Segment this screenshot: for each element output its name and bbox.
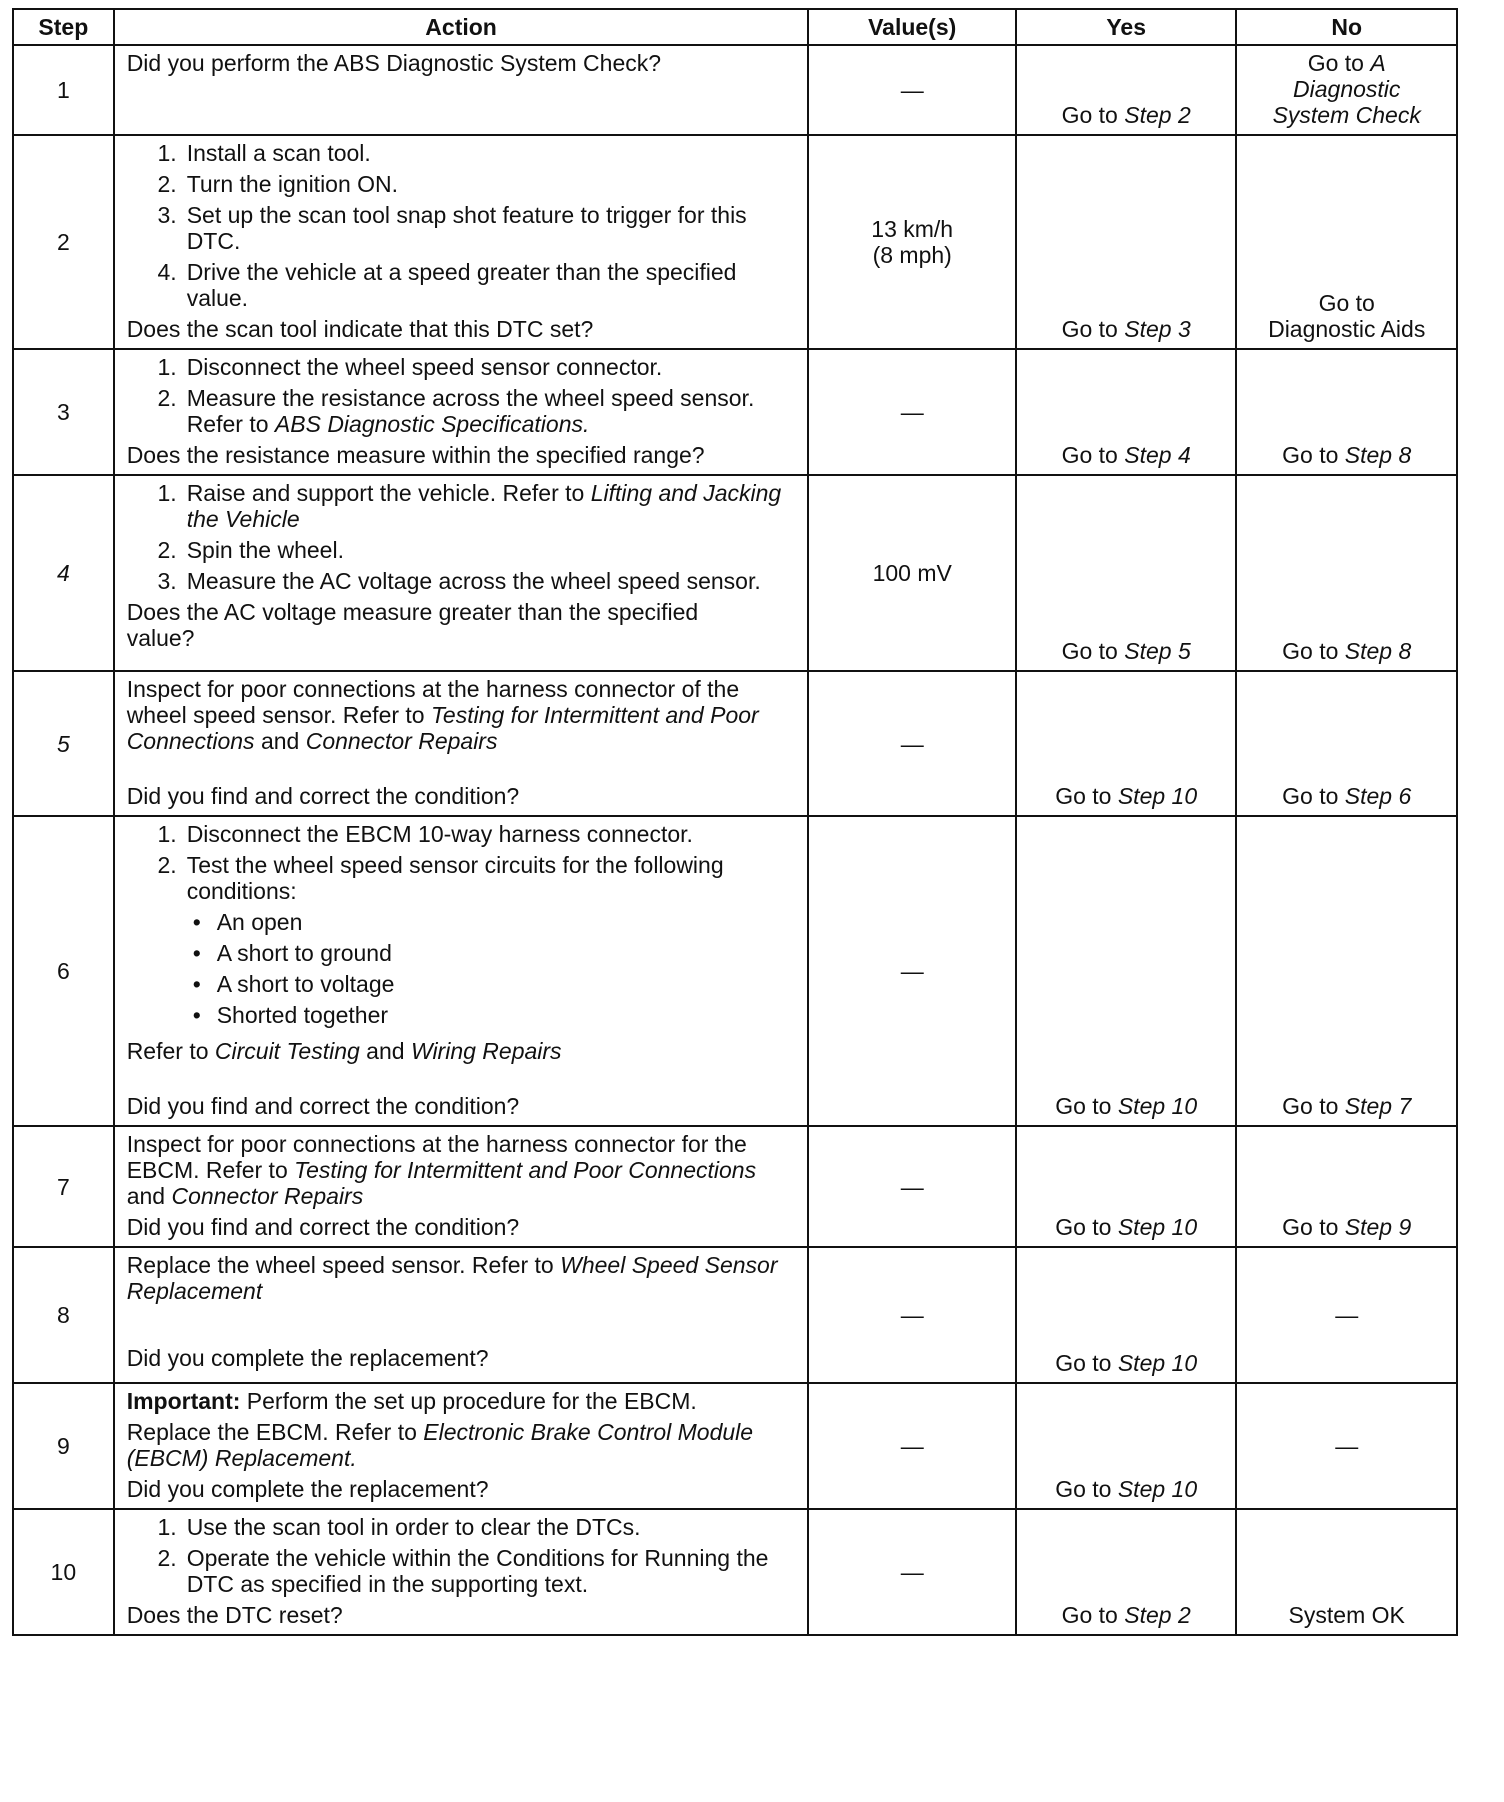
no-cell: System OK bbox=[1236, 1509, 1457, 1635]
go-to-label: Go to bbox=[1055, 1476, 1112, 1502]
question-text: Did you complete the replacement? bbox=[126, 1476, 489, 1502]
no-cell bbox=[1236, 45, 1457, 135]
go-to-label: Go to bbox=[1061, 442, 1118, 468]
yes-step-link: Step 10 bbox=[1117, 1214, 1198, 1240]
no-text: Go to bbox=[1307, 50, 1364, 76]
table-row bbox=[13, 349, 1457, 475]
question-text: Does the AC voltage measure greater than the specified value? bbox=[126, 599, 699, 651]
list-item: 1. Disconnect the EBCM 10-way harness connector. bbox=[157, 821, 693, 847]
step-number: 9 bbox=[13, 1383, 114, 1509]
action-cell bbox=[114, 349, 809, 475]
list-item: • A short to ground bbox=[192, 940, 392, 966]
no-step-link: Step 6 bbox=[1344, 783, 1412, 809]
value-cell: — bbox=[808, 671, 1015, 816]
go-to-label: Go to bbox=[1055, 783, 1112, 809]
no-cell bbox=[1236, 816, 1457, 1126]
action-cell bbox=[114, 135, 809, 349]
yes-cell bbox=[1016, 671, 1237, 816]
paragraph: Refer to Circuit Testing and Wiring Repairs bbox=[126, 1038, 562, 1064]
step-number: 3 bbox=[13, 349, 114, 475]
table-row bbox=[13, 135, 1457, 349]
action-cell bbox=[114, 1126, 809, 1247]
ref-link: Testing for Intermittent and Poor Connections bbox=[126, 702, 759, 754]
value-cell bbox=[808, 135, 1015, 349]
condition-list bbox=[137, 909, 798, 1028]
question-text: Did you find and correct the condition? bbox=[126, 783, 520, 809]
table-row bbox=[13, 1247, 1457, 1383]
go-to-label: Go to bbox=[1061, 638, 1118, 664]
instruction-list bbox=[127, 821, 798, 1033]
value-cell: — bbox=[808, 1383, 1015, 1509]
yes-cell bbox=[1016, 135, 1237, 349]
yes-step-link: Step 10 bbox=[1117, 1476, 1198, 1502]
yes-step-link: Step 2 bbox=[1124, 1602, 1191, 1628]
action-cell bbox=[114, 1509, 809, 1635]
go-to-label: Go to bbox=[1282, 1093, 1339, 1119]
action-cell bbox=[114, 671, 809, 816]
table-row bbox=[13, 671, 1457, 816]
action-cell bbox=[114, 816, 809, 1126]
no-cell bbox=[1236, 135, 1457, 349]
step-number: 2 bbox=[13, 135, 114, 349]
no-cell bbox=[1236, 671, 1457, 816]
question-text: Does the scan tool indicate that this DTC set? bbox=[126, 316, 594, 342]
step-number: 8 bbox=[13, 1247, 114, 1383]
yes-step-link: Step 10 bbox=[1117, 1350, 1198, 1376]
ref-link: Electronic Brake Control Module (EBCM) Replacement. bbox=[126, 1419, 754, 1471]
yes-step-link: Step 3 bbox=[1124, 316, 1191, 342]
value-cell: — bbox=[808, 1509, 1015, 1635]
question-text: Did you find and correct the condition? bbox=[126, 1214, 520, 1240]
list-item: 4. Drive the vehicle at a speed greater than the specified value. bbox=[157, 259, 737, 311]
important-note: Important: Perform the set up procedure for the EBCM. bbox=[126, 1388, 697, 1414]
instruction-list bbox=[127, 1514, 798, 1597]
list-item: 2. Turn the ignition ON. bbox=[157, 171, 399, 197]
go-to-label: Go to bbox=[1061, 102, 1118, 128]
list-item: 3. Set up the scan tool snap shot feature to trigger for this DTC. bbox=[157, 202, 747, 254]
go-to-label: Go to bbox=[1282, 1214, 1339, 1240]
list-item: 2. Measure the resistance across the wheel speed sensor. Refer to ABS Diagnostic Specifications. bbox=[157, 385, 755, 437]
value-cell: — bbox=[808, 349, 1015, 475]
list-item: 3. Measure the AC voltage across the wheel speed sensor. bbox=[157, 568, 761, 594]
list-item: 1. Use the scan tool in order to clear the DTCs. bbox=[157, 1514, 641, 1540]
yes-step-link: Step 2 bbox=[1124, 102, 1191, 128]
diagnostic-table bbox=[12, 8, 1458, 1636]
go-to-label: Go to bbox=[1061, 316, 1118, 342]
list-item: • A short to voltage bbox=[192, 971, 395, 997]
yes-cell bbox=[1016, 816, 1237, 1126]
value-mph: (8 mph) bbox=[872, 242, 952, 268]
table-row bbox=[13, 1509, 1457, 1635]
no-step-link: Step 8 bbox=[1344, 442, 1412, 468]
paragraph: Inspect for poor connections at the harness connector for the EBCM. Refer to Testing for Intermittent and Poor Connections and Connector Repairs bbox=[126, 1131, 757, 1209]
ref-link: ABS Diagnostic Specifications. bbox=[274, 411, 590, 437]
ref-link: Testing for Intermittent and Poor Connections bbox=[294, 1157, 757, 1183]
action-cell bbox=[114, 1247, 809, 1383]
no-text: Go to bbox=[1318, 290, 1375, 316]
yes-cell bbox=[1016, 475, 1237, 671]
step-number: 10 bbox=[13, 1509, 114, 1635]
table-row bbox=[13, 1383, 1457, 1509]
go-to-label: Go to bbox=[1282, 442, 1339, 468]
value-cell: — bbox=[808, 45, 1015, 135]
list-item: 2. Spin the wheel. bbox=[157, 537, 344, 563]
action-cell bbox=[114, 45, 809, 135]
yes-cell bbox=[1016, 1247, 1237, 1383]
yes-step-link: Step 4 bbox=[1124, 442, 1191, 468]
table-row bbox=[13, 475, 1457, 671]
no-ref-a: A bbox=[1370, 50, 1386, 76]
list-item: 1. Disconnect the wheel speed sensor connector. bbox=[157, 354, 663, 380]
yes-step-link: Step 10 bbox=[1117, 1093, 1198, 1119]
header-value: Value(s) bbox=[808, 9, 1015, 45]
ref-link: Lifting and Jacking the Vehicle bbox=[186, 480, 782, 532]
header-yes: Yes bbox=[1016, 9, 1237, 45]
go-to-label: Go to bbox=[1282, 638, 1339, 664]
no-step-link: Step 9 bbox=[1344, 1214, 1412, 1240]
step-number: 6 bbox=[13, 816, 114, 1126]
list-item: 2. Operate the vehicle within the Conditions for Running the DTC as specified in the supporting text. bbox=[157, 1545, 769, 1597]
yes-cell bbox=[1016, 1126, 1237, 1247]
instruction-list bbox=[127, 480, 798, 594]
yes-cell bbox=[1016, 1383, 1237, 1509]
yes-cell bbox=[1016, 45, 1237, 135]
no-step-link: Step 8 bbox=[1344, 638, 1412, 664]
header-action: Action bbox=[114, 9, 809, 45]
step-number: 7 bbox=[13, 1126, 114, 1247]
header-row bbox=[13, 9, 1457, 45]
no-ref-diagnostic: Diagnostic bbox=[1293, 76, 1401, 102]
paragraph: Replace the EBCM. Refer to Electronic Brake Control Module (EBCM) Replacement. bbox=[126, 1419, 754, 1471]
ref-link: Connector Repairs bbox=[171, 1183, 364, 1209]
go-to-label: Go to bbox=[1055, 1350, 1112, 1376]
paragraph: Inspect for poor connections at the harness connector of the wheel speed sensor. Refer to Testing for Intermittent and Poor Connections and Connector Repairs bbox=[126, 676, 759, 754]
action-cell bbox=[114, 1383, 809, 1509]
go-to-label: Go to bbox=[1055, 1214, 1112, 1240]
go-to-label: Go to bbox=[1282, 783, 1339, 809]
yes-cell bbox=[1016, 349, 1237, 475]
go-to-label: Go to bbox=[1061, 1602, 1118, 1628]
yes-step-link: Step 5 bbox=[1124, 638, 1191, 664]
step-number: 4 bbox=[13, 475, 114, 671]
value-kmh: 13 km/h bbox=[871, 216, 954, 242]
no-cell bbox=[1236, 475, 1457, 671]
header-no: No bbox=[1236, 9, 1457, 45]
step-number: 5 bbox=[13, 671, 114, 816]
list-item: 2. Test the wheel speed sensor circuits for the following conditions: • An open • A short to ground • A short to voltage • Shorted together bbox=[127, 852, 798, 1033]
header-step: Step bbox=[13, 9, 114, 45]
no-ref: Diagnostic Aids bbox=[1268, 316, 1426, 342]
table-row bbox=[13, 45, 1457, 135]
list-item: • Shorted together bbox=[192, 1002, 389, 1028]
value-cell: — bbox=[808, 1247, 1015, 1383]
no-cell: — bbox=[1236, 1383, 1457, 1509]
question-text: Does the resistance measure within the specified range? bbox=[126, 442, 705, 468]
no-step-link: Step 7 bbox=[1344, 1093, 1412, 1119]
no-cell: — bbox=[1236, 1247, 1457, 1383]
ref-link: Circuit Testing bbox=[214, 1038, 360, 1064]
question-text: Does the DTC reset? bbox=[126, 1602, 343, 1628]
question-text: Did you perform the ABS Diagnostic System Check? bbox=[126, 50, 662, 76]
question-text: Did you complete the replacement? bbox=[126, 1345, 489, 1371]
yes-cell bbox=[1016, 1509, 1237, 1635]
yes-step-link: Step 10 bbox=[1117, 783, 1198, 809]
instruction-list bbox=[127, 140, 798, 311]
go-to-label: Go to bbox=[1055, 1093, 1112, 1119]
table-row bbox=[13, 816, 1457, 1126]
list-item: 1. Install a scan tool. bbox=[157, 140, 371, 166]
instruction-list bbox=[127, 354, 798, 437]
table-row bbox=[13, 1126, 1457, 1247]
list-item: • An open bbox=[192, 909, 303, 935]
value-cell: — bbox=[808, 816, 1015, 1126]
ref-link: Wheel Speed Sensor Replacement bbox=[126, 1252, 778, 1304]
list-item: 1. Raise and support the vehicle. Refer to Lifting and Jacking the Vehicle bbox=[157, 480, 782, 532]
action-cell bbox=[114, 475, 809, 671]
step-number: 1 bbox=[13, 45, 114, 135]
value-cell: — bbox=[808, 1126, 1015, 1247]
ref-link: Connector Repairs bbox=[305, 728, 498, 754]
no-cell bbox=[1236, 349, 1457, 475]
no-cell bbox=[1236, 1126, 1457, 1247]
question-text: Did you find and correct the condition? bbox=[126, 1093, 520, 1119]
ref-link: Wiring Repairs bbox=[410, 1038, 562, 1064]
value-cell: 100 mV bbox=[808, 475, 1015, 671]
paragraph: Replace the wheel speed sensor. Refer to Wheel Speed Sensor Replacement bbox=[126, 1252, 778, 1304]
no-ref-system-check: System Check bbox=[1272, 102, 1421, 128]
